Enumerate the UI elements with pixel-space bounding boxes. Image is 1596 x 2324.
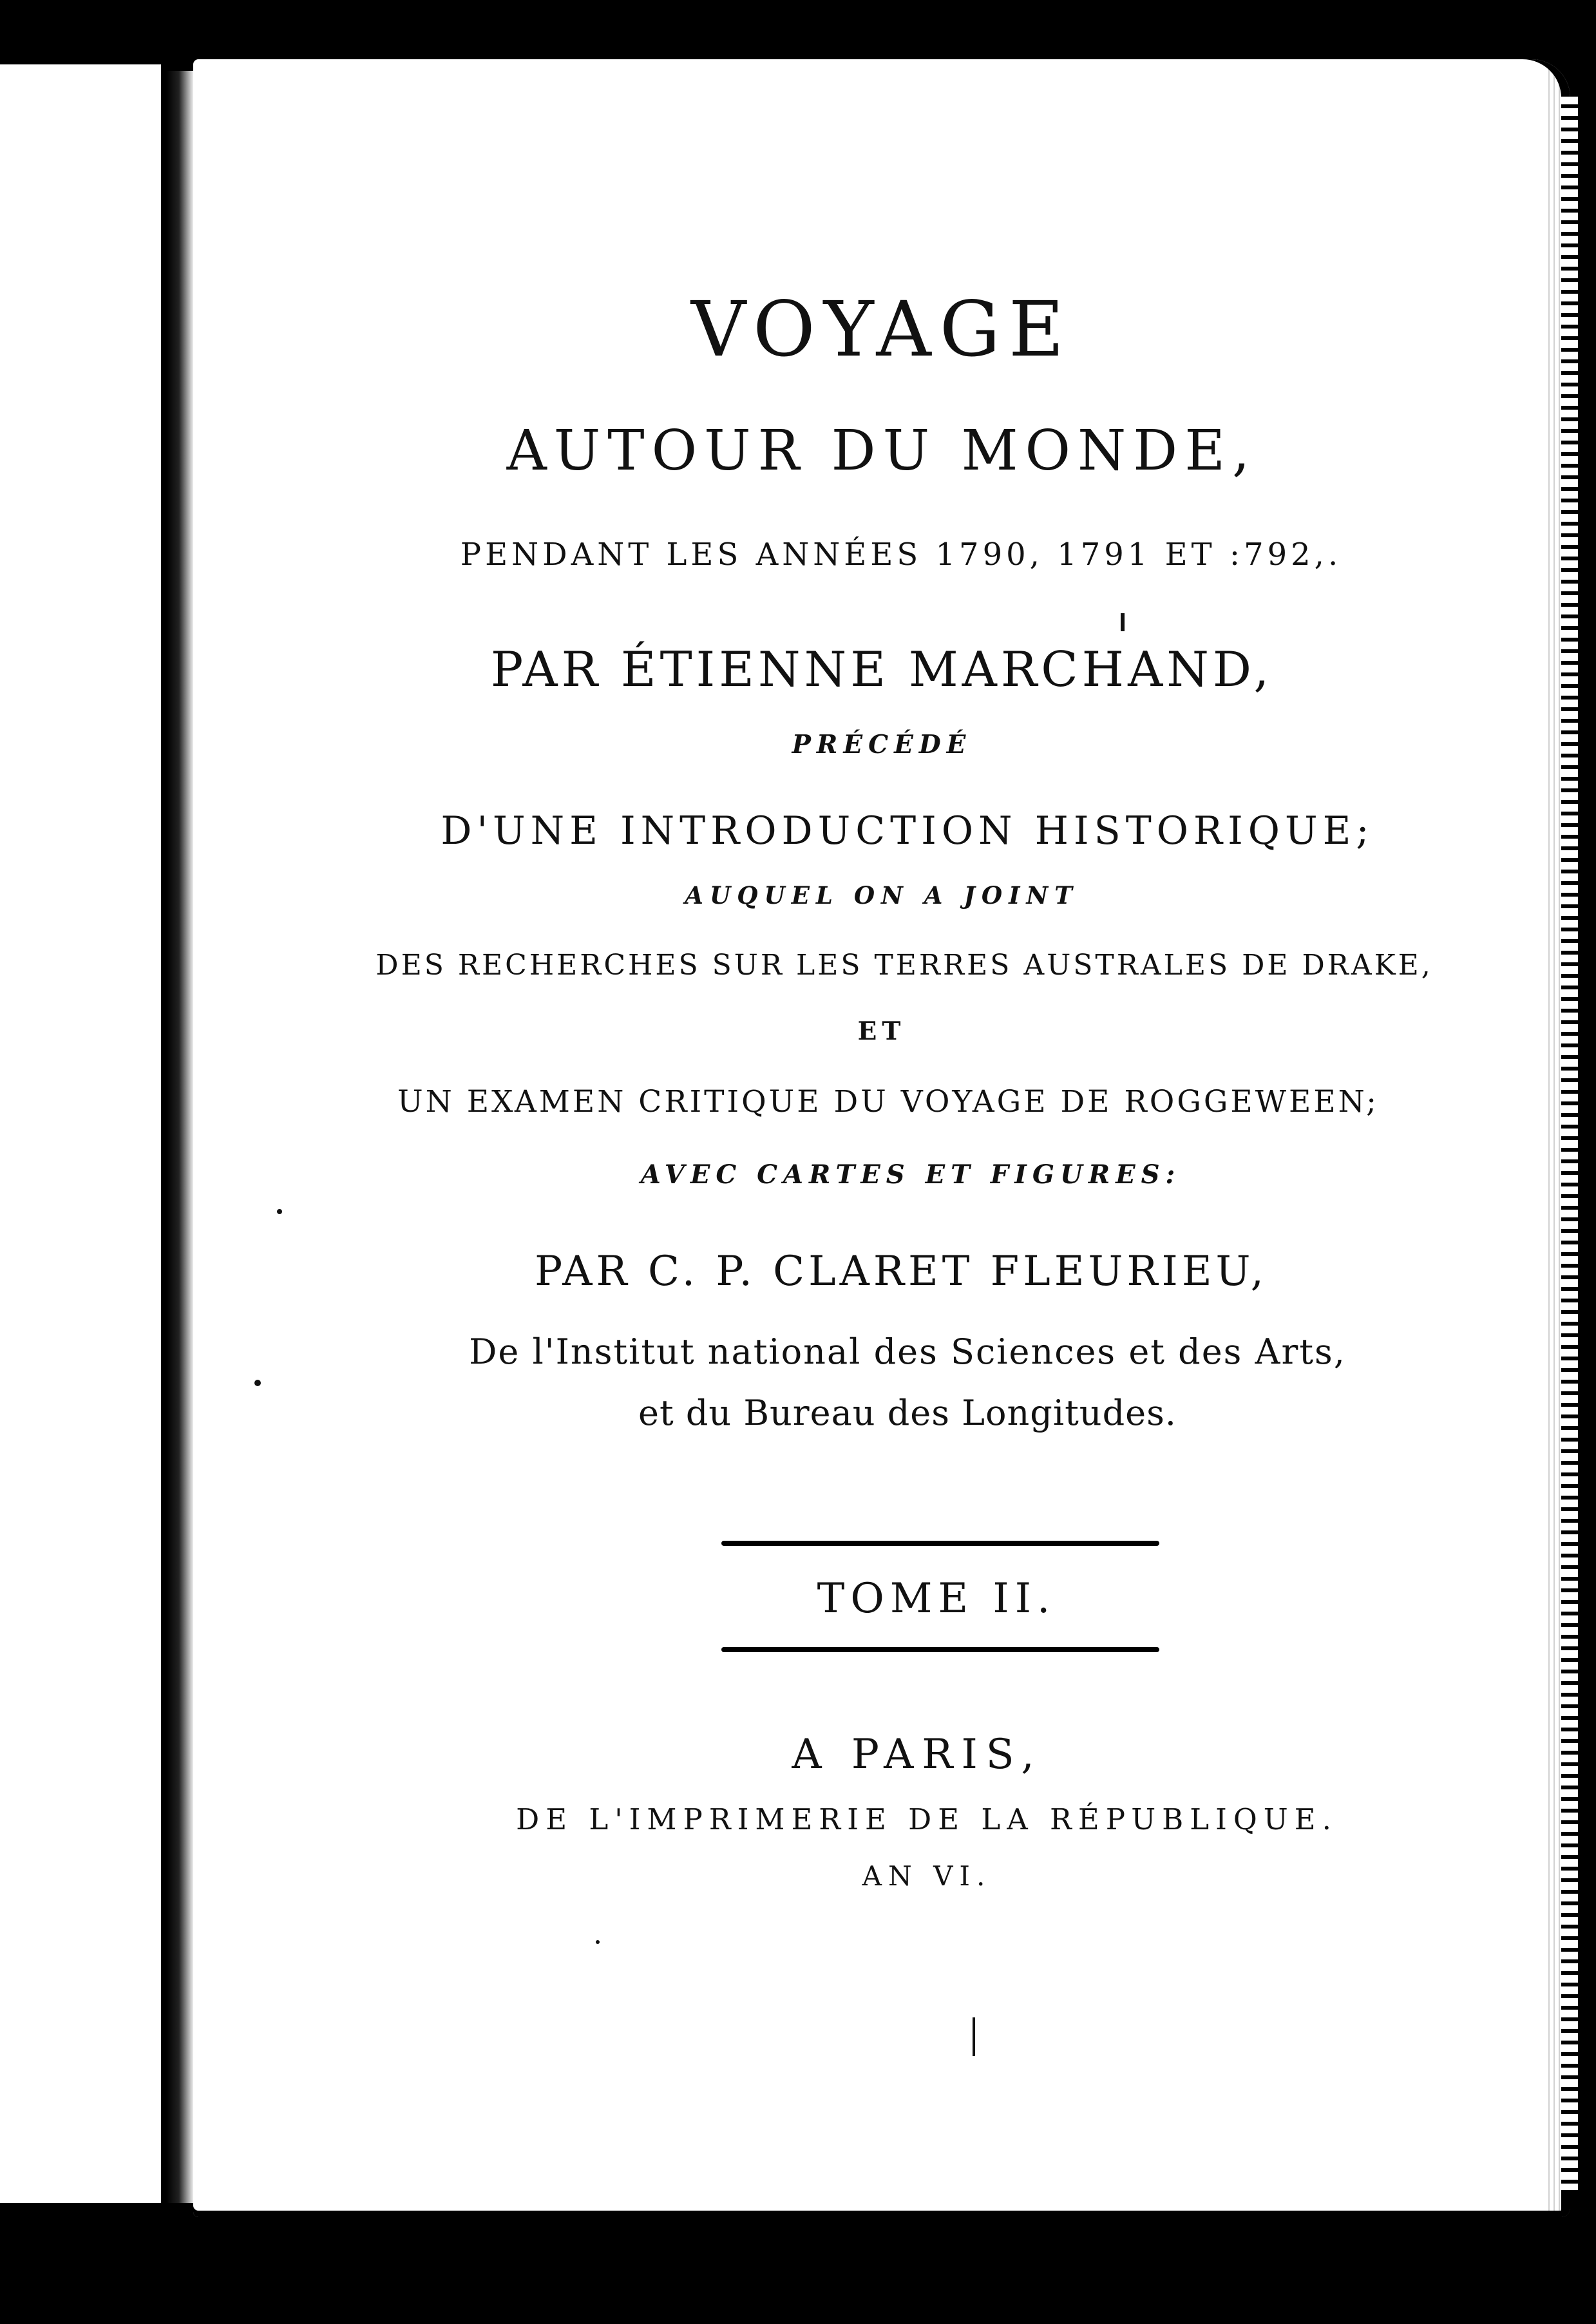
main-subtitle: AUTOUR DU MONDE,: [506, 419, 1257, 483]
joined-label: AUQUEL ON A JOINT: [685, 881, 1079, 910]
left-page-edge: [0, 64, 166, 2203]
introduction-line: D'UNE INTRODUCTION HISTORIQUE;: [441, 808, 1374, 853]
title-page-content: [193, 59, 1570, 2217]
ink-speck: [254, 1380, 261, 1386]
and-label: ET: [857, 1016, 906, 1046]
ink-speck: [596, 1940, 600, 1944]
title-page: [193, 59, 1570, 2217]
right-page-edge-stack: [1561, 97, 1578, 2190]
volume-top-rule: [721, 1541, 1159, 1546]
years-line: PENDANT LES ANNÉES 1790, 1791 ET :792,.: [460, 537, 1342, 573]
ink-speck: [277, 1209, 282, 1214]
volume-label: TOME II.: [817, 1575, 1056, 1623]
main-title: VOYAGE: [690, 285, 1073, 374]
ink-mark: [1121, 613, 1125, 631]
maps-label: AVEC CARTES ET FIGURES:: [640, 1159, 1181, 1190]
editor-line: PAR C. P. CLARET FLEURIEU,: [535, 1248, 1268, 1295]
institution-line: De l'Institut national des Sciences et des Arts,: [469, 1331, 1346, 1372]
printer-line: DE L'IMPRIMERIE DE LA RÉPUBLIQUE.: [516, 1802, 1338, 1836]
preceded-label: PRÉCÉDÉ: [792, 730, 972, 759]
exam-line: UN EXAMEN CRITIQUE DU VOYAGE DE ROGGEWEEN;: [397, 1084, 1379, 1119]
author-line: PAR ÉTIENNE MARCHAND,: [490, 641, 1273, 698]
volume-bottom-rule: [721, 1647, 1159, 1652]
bureau-line: et du Bureau des Longitudes.: [638, 1393, 1177, 1433]
ink-mark: [973, 2017, 975, 2056]
publication-city: A PARIS,: [792, 1731, 1043, 1778]
book-spine-shadow: [166, 71, 195, 2203]
research-line: DES RECHERCHES SUR LES TERRES AUSTRALES DE DRAKE,: [375, 949, 1433, 982]
publication-year: AN VI.: [862, 1860, 992, 1892]
